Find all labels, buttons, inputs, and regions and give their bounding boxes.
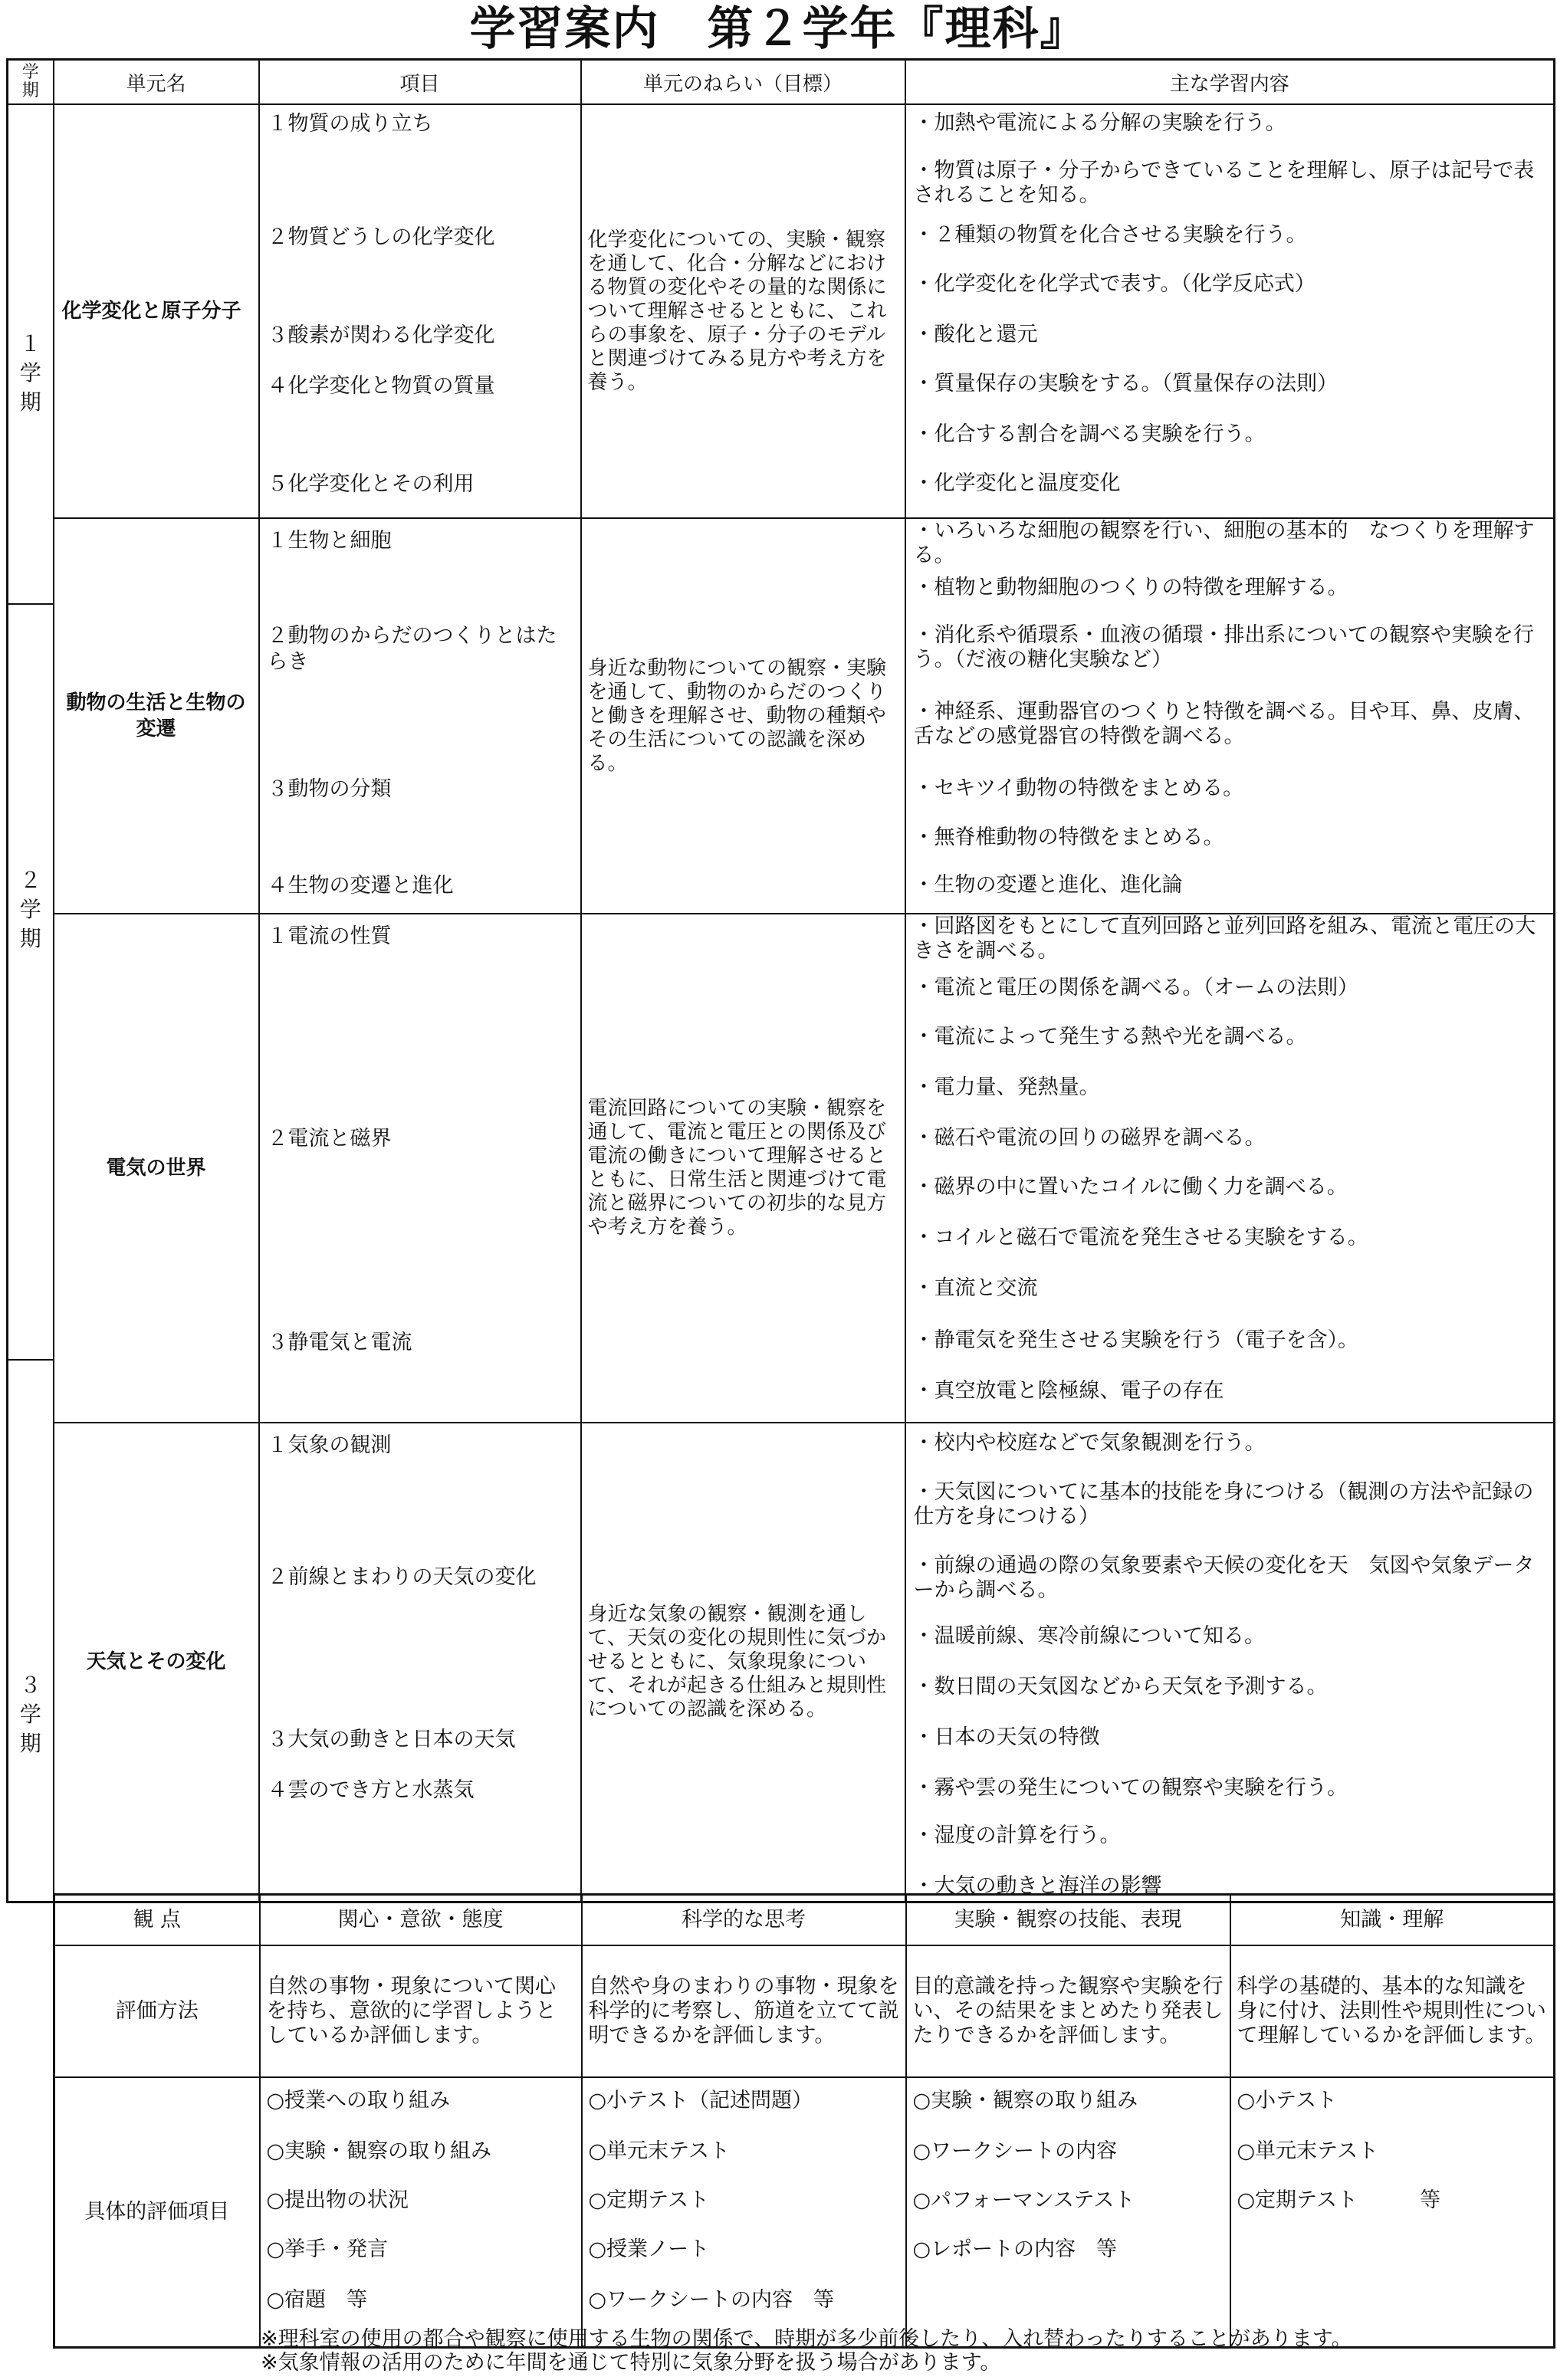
item: ２電流と磁界	[267, 1127, 392, 1151]
eval-item: ○単元末テスト	[588, 2139, 730, 2163]
eval-item: ○挙手・発言	[266, 2237, 389, 2261]
item: ２前線とまわりの天気の変化	[267, 1565, 537, 1589]
footnotes	[261, 2327, 1352, 2375]
content-item: ・電流によって発生する熱や光を調べる。	[913, 1025, 1307, 1049]
eval-item: ○提出物の状況	[266, 2188, 409, 2212]
item: ４生物の変遷と進化	[267, 874, 454, 898]
evaluation-table	[53, 1893, 1555, 2349]
eval-item: ○授業への取り組み	[266, 2089, 451, 2112]
content-item: ・天気図についてに基本的技能を身につける（観測の方法や記録の仕方を身につける）	[913, 1480, 1534, 1528]
term-column	[8, 104, 54, 1902]
content-item: ・いろいろな細胞の観察を行い、細胞の基本的 なつくりを理解する。	[913, 519, 1535, 567]
eval-item: ○実験・観察の取り組み	[266, 2139, 492, 2163]
eval-item: ○宿題 等	[266, 2288, 368, 2312]
content-item: ・化学変化を化学式で表す。（化学反応式）	[913, 272, 1316, 296]
eval-item: ○定期テスト	[588, 2188, 709, 2212]
content-item: ・電流と電圧の関係を調べる。（オームの法則）	[913, 976, 1358, 1000]
eval-method: 科学の基礎的、基本的な知識を身に付け、法則性や規則性について理解しているかを評価します。	[1230, 1945, 1555, 2077]
footnote: ※気象情報の活用のために年間を通じて特別に気象分野を扱う場合があります。	[261, 2351, 1001, 2375]
content-item: ・酸化と還元	[913, 323, 1038, 346]
item: ５化学変化とその利用	[267, 472, 475, 496]
eval-item: ○実験・観察の取り組み	[912, 2089, 1138, 2112]
eval-item: ○単元末テスト	[1237, 2139, 1378, 2163]
unit-aim: 化学変化についての、実験・観察を通して、化合・分解などにおける物質の変化やその量的な関係について理解させるとともに、これらの事象を、原子・分子のモデルと関連づけてみる見方や考え方を養う。	[581, 104, 905, 518]
eval-header-thinking: 科学的な思考	[582, 1895, 906, 1946]
content-item: ・霧や雲の発生についての観察や実験を行う。	[913, 1776, 1348, 1800]
eval-item: ○小テスト	[1237, 2089, 1337, 2112]
eval-item: ○パフォーマンステスト	[912, 2188, 1135, 2212]
unit-name: 動物の生活と生物の変遷	[54, 518, 259, 914]
eval-items-label: 具体的評価項目	[54, 2077, 260, 2348]
item: １気象の観測	[267, 1433, 392, 1457]
eval-header-knowledge: 知識・理解	[1230, 1895, 1555, 1946]
unit-aim: 身近な気象の観察・観測を通して、天気の変化の規則性に気づかせるとともに、気象現象について、それが起きる仕組みと規則性についての認識を深める。	[581, 1423, 905, 1902]
content-list	[905, 914, 1555, 1423]
content-item: ・２種類の物質を化合させる実験を行う。	[913, 223, 1307, 247]
item: １物質の成り立ち	[267, 112, 433, 136]
content-item: ・質量保存の実験をする。（質量保存の法則）	[913, 372, 1338, 396]
eval-items-col	[1230, 2077, 1555, 2348]
content-item: ・直流と交流	[913, 1276, 1038, 1300]
eval-item: ○ワークシートの内容	[912, 2139, 1118, 2163]
content-item: ・静電気を発生させる実験を行う（電子を含）。	[913, 1328, 1358, 1352]
page-title: 学習案内 第２学年『理科』	[469, 2, 1088, 56]
eval-method: 自然の事物・現象について関心を持ち、意欲的に学習しようとしているか評価します。	[260, 1945, 582, 2077]
content-item: ・セキツイ動物の特徴をまとめる。	[913, 776, 1244, 800]
term-divider	[8, 1359, 53, 1361]
item: ２物質どうしの化学変化	[267, 225, 495, 249]
item-list	[259, 104, 581, 518]
header-content: 主な学習内容	[905, 60, 1555, 105]
item-list	[259, 914, 581, 1423]
eval-items-col	[582, 2077, 906, 2348]
content-item: ・加熱や電流による分解の実験を行う。	[913, 111, 1286, 135]
content-list	[905, 518, 1555, 914]
item: ４雲のでき方と水蒸気	[267, 1778, 475, 1802]
eval-item: ○小テスト（記述問題）	[588, 2089, 813, 2112]
eval-header-interest: 関心・意欲・態度	[260, 1895, 582, 1946]
eval-method: 目的意識を持った観察や実験を行い、その結果をまとめたり発表したりできるかを評価します。	[906, 1945, 1230, 2077]
content-item: ・磁石や電流の回りの磁界を調べる。	[913, 1126, 1266, 1150]
header-unit: 単元名	[54, 60, 259, 105]
eval-method-label: 評価方法	[54, 1945, 260, 2077]
unit-name: 電気の世界	[54, 914, 259, 1423]
content-item: ・化学変化と温度変化	[913, 471, 1121, 495]
content-list	[905, 1423, 1555, 1902]
unit-name: 化学変化と原子分子	[54, 104, 259, 518]
content-item: ・コイルと磁石で電流を発生させる実験をする。	[913, 1226, 1368, 1249]
item: ３静電気と電流	[267, 1331, 412, 1354]
item-list	[259, 518, 581, 914]
content-item: ・磁界の中に置いたコイルに働く力を調べる。	[913, 1175, 1348, 1199]
eval-header-viewpoint: 観 点	[54, 1895, 260, 1946]
content-item: ・日本の天気の特徴	[913, 1725, 1100, 1749]
eval-items-col	[906, 2077, 1230, 2348]
item: ２動物のからだのつくりとはたらき	[267, 624, 557, 674]
footnote: ※理科室の使用の都合や観察に使用する生物の関係で、時期が多少前後したり、入れ替わったりすることがあります。	[261, 2327, 1352, 2351]
eval-method: 自然や身のまわりの事物・現象を科学的に考察し、筋道を立てて説明できるかを評価します。	[582, 1945, 906, 2077]
eval-items-col	[260, 2077, 582, 2348]
curriculum-table	[6, 58, 1555, 1903]
eval-item: ○定期テスト 等	[1237, 2188, 1440, 2212]
eval-header-skills: 実験・観察の技能、表現	[906, 1895, 1230, 1946]
eval-item: ○授業ノート	[588, 2237, 710, 2261]
content-item: ・数日間の天気図などから天気を予測する。	[913, 1675, 1328, 1699]
item: ３大気の動きと日本の天気	[267, 1728, 516, 1751]
content-item: ・大気の動きと海洋の影響	[913, 1874, 1162, 1898]
content-list	[905, 104, 1555, 518]
eval-item: ○ワークシートの内容 等	[588, 2288, 835, 2312]
term-3: ３学期	[19, 1673, 41, 1756]
content-item: ・生物の変遷と進化、進化論	[913, 873, 1183, 897]
content-item: ・化合する割合を調べる実験を行う。	[913, 422, 1266, 446]
item: ３酸素が関わる化学変化	[267, 323, 495, 347]
item: ４化学変化と物質の質量	[267, 374, 495, 398]
content-item: ・湿度の計算を行う。	[913, 1824, 1121, 1847]
header-item: 項目	[259, 60, 581, 105]
content-item: ・物質は原子・分子からできていることを理解し、原子は記号で表されることを知る。	[913, 159, 1535, 207]
unit-name: 天気とその変化	[54, 1423, 259, 1902]
unit-aim: 身近な動物についての観察・実験を通して、動物のからだのつくりと働きを理解させ、動物の種類やその生活についての認識を深める。	[581, 518, 905, 914]
content-item: ・温暖前線、寒冷前線について知る。	[913, 1624, 1265, 1648]
term-2: ２学期	[19, 868, 41, 951]
header-aim: 単元のねらい（目標）	[581, 60, 905, 105]
header-term: 学期	[8, 60, 54, 105]
content-item: ・無脊椎動物の特徴をまとめる。	[913, 826, 1224, 849]
content-item: ・消化系や循環系・血液の循環・排出系についての観察や実験を行う。（だ液の糖化実験など）	[913, 623, 1534, 671]
content-item: ・前線の通過の際の気象要素や天候の変化を天 気図や気象データーから調べる。	[913, 1554, 1535, 1602]
content-item: ・神経系、運動器官のつくりと特徴を調べる。目や耳、鼻、皮膚、舌などの感覚器官の特徴を調べる。	[913, 700, 1535, 748]
item: １生物と細胞	[267, 529, 392, 553]
term-divider	[8, 603, 53, 605]
unit-aim: 電流回路についての実験・観察を通して、電流と電圧との関係及び電流の働きについて理解させるとともに、日常生活と関連づけて電流と磁界についての初歩的な見方や考え方を養う。	[581, 914, 905, 1423]
content-item: ・真空放電と陰極線、電子の存在	[913, 1379, 1224, 1403]
content-item: ・校内や校庭などで気象観測を行う。	[913, 1431, 1266, 1455]
eval-item: ○レポートの内容 等	[912, 2237, 1118, 2261]
item: １電流の性質	[267, 924, 392, 948]
content-item: ・電力量、発熱量。	[913, 1075, 1100, 1099]
term-1: １学期	[19, 331, 41, 415]
content-item: ・回路図をもとにして直列回路と並列回路を組み、電流と電圧の大きさを調べる。	[913, 914, 1536, 963]
item-list	[259, 1423, 581, 1902]
content-item: ・植物と動物細胞のつくりの特徴を理解する。	[913, 576, 1348, 599]
item: ３動物の分類	[267, 777, 392, 801]
